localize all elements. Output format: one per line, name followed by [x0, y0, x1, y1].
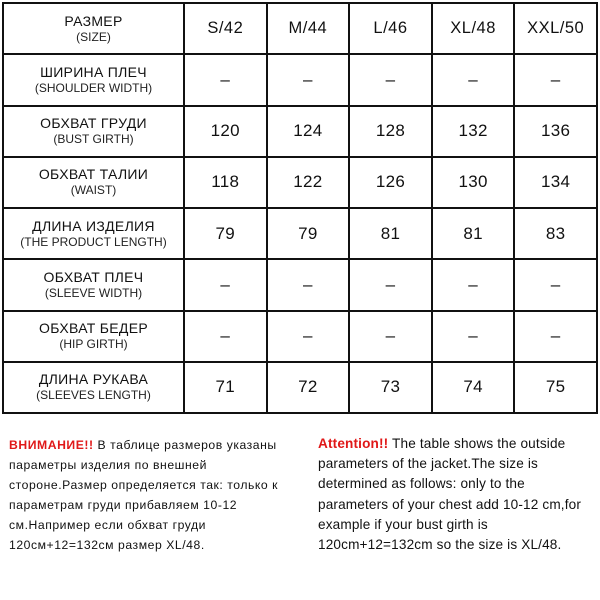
note-text-en: The table shows the outside parameters of the jacket.The size is determined as follows: only to the parameters of your chest add 10-12 cm,for example if your bust girth is 120cm+12=132cm so the size is XL/48. — [318, 436, 582, 553]
value-cell — [514, 106, 597, 157]
value: – — [468, 326, 478, 346]
value: – — [550, 274, 561, 294]
value: – — [220, 274, 231, 294]
size-header-m: M/44 — [288, 19, 328, 38]
value-cell — [267, 362, 350, 413]
size-table — [2, 2, 598, 414]
value-cell — [184, 157, 267, 208]
value: 134 — [541, 172, 571, 192]
value: 83 — [545, 223, 566, 243]
value-cell — [514, 259, 597, 310]
value-cell — [184, 362, 267, 413]
value-cell — [514, 54, 597, 105]
size-header-cell — [267, 3, 350, 54]
value-cell — [267, 157, 350, 208]
value-cell — [349, 106, 432, 157]
value-cell — [432, 362, 515, 413]
value: 81 — [380, 223, 401, 243]
row-label-cell — [3, 362, 184, 413]
row-label-cell — [3, 106, 184, 157]
row-label-en: (WAIST) — [70, 183, 117, 198]
value-cell — [267, 311, 350, 362]
value-cell — [184, 259, 267, 310]
value: – — [303, 69, 313, 89]
header-label-cell — [3, 3, 184, 54]
row-label-ru: ОБХВАТ ТАЛИИ — [38, 166, 149, 183]
value-cell — [349, 259, 432, 310]
row-waist — [3, 157, 597, 208]
row-label-cell — [3, 208, 184, 259]
header-label-ru: РАЗМЕР — [64, 12, 123, 29]
value-cell — [349, 157, 432, 208]
size-header-xl: XL/48 — [450, 19, 496, 38]
value-cell — [432, 311, 515, 362]
value-cell — [349, 311, 432, 362]
value: 124 — [293, 121, 323, 141]
size-header-s: S/42 — [207, 19, 244, 38]
row-label-ru: ОБХВАТ ПЛЕЧ — [43, 268, 144, 285]
size-header-l: L/46 — [373, 19, 408, 38]
row-label-en: (SHOULDER WIDTH) — [34, 80, 153, 95]
value-cell — [184, 208, 267, 259]
row-label-en: (SLEEVE WIDTH) — [44, 285, 143, 300]
row-label-en: (HIP GIRTH) — [59, 337, 128, 352]
row-label-ru: ОБХВАТ БЕДЕР — [39, 320, 148, 337]
value-cell — [349, 208, 432, 259]
row-hip-girth — [3, 311, 597, 362]
value: – — [220, 69, 231, 89]
value-cell — [349, 54, 432, 105]
notes-section — [0, 420, 600, 600]
value: 72 — [298, 377, 318, 397]
value: – — [385, 69, 396, 89]
value-cell — [432, 259, 515, 310]
value: – — [550, 326, 561, 346]
value-cell — [432, 208, 515, 259]
value: 75 — [545, 377, 566, 397]
attention-label-ru: ВНИМАНИЕ!! — [9, 438, 94, 452]
value: 74 — [463, 377, 483, 397]
value-cell — [267, 208, 350, 259]
value: – — [303, 274, 313, 294]
value: 118 — [211, 172, 240, 192]
header-label-en: (SIZE) — [76, 29, 111, 44]
row-label-cell — [3, 54, 184, 105]
row-label-en: (SLEEVES LENGTH) — [36, 388, 151, 403]
value-cell — [267, 54, 350, 105]
value-cell — [514, 208, 597, 259]
value: – — [220, 326, 231, 346]
size-header-cell — [349, 3, 432, 54]
row-sleeves-length — [3, 362, 597, 413]
value-cell — [514, 311, 597, 362]
size-header-xxl: XXL/50 — [527, 19, 585, 38]
size-chart — [2, 2, 596, 414]
value: 132 — [458, 121, 488, 141]
value: 79 — [298, 223, 318, 243]
row-label-cell — [3, 311, 184, 362]
header-row — [3, 3, 597, 54]
note-english — [318, 434, 590, 555]
size-header-cell — [432, 3, 515, 54]
value-cell — [432, 54, 515, 105]
row-shoulder-width — [3, 54, 597, 105]
row-label-cell — [3, 157, 184, 208]
value-cell — [432, 106, 515, 157]
row-label-en: (THE PRODUCT LENGTH) — [20, 234, 167, 249]
size-header-cell — [514, 3, 597, 54]
row-label-ru: ШИРИНА ПЛЕЧ — [40, 63, 147, 80]
value: – — [385, 326, 396, 346]
value: 126 — [375, 172, 406, 192]
value-cell — [267, 259, 350, 310]
value: 79 — [215, 223, 236, 243]
row-product-length — [3, 208, 597, 259]
value-cell — [349, 362, 432, 413]
value-cell — [514, 157, 597, 208]
value: – — [550, 69, 561, 89]
row-label-ru: ДЛИНА РУКАВА — [38, 371, 149, 388]
value-cell — [184, 54, 267, 105]
value: 136 — [541, 121, 571, 141]
row-label-cell — [3, 259, 184, 310]
value-cell — [184, 106, 267, 157]
row-label-ru: ДЛИНА ИЗДЕЛИЯ — [32, 217, 155, 234]
value: 130 — [458, 172, 488, 192]
value-cell — [432, 157, 515, 208]
value: 73 — [380, 377, 401, 397]
value: – — [468, 69, 478, 89]
value: 128 — [375, 121, 406, 141]
value-cell — [267, 106, 350, 157]
value-cell — [184, 311, 267, 362]
note-text-ru: В таблице размеров указаны параметры изделия по внешней стороне.Размер определяется так: только к параметрам груди прибавляем 10-12 см.Например если обхват груди 120см+12=132см размер XL/48. — [9, 438, 279, 552]
row-label-ru: ОБХВАТ ГРУДИ — [40, 115, 147, 132]
value: 71 — [215, 377, 236, 397]
note-russian — [9, 435, 294, 555]
attention-label-en: Attention!! — [318, 436, 389, 451]
value: – — [468, 274, 478, 294]
row-label-en: (BUST GIRTH) — [53, 132, 134, 147]
row-bust-girth — [3, 106, 597, 157]
value: 81 — [463, 223, 483, 243]
value: – — [303, 326, 313, 346]
value-cell — [514, 362, 597, 413]
size-header-cell — [184, 3, 267, 54]
value: 122 — [293, 172, 323, 192]
value: – — [385, 274, 396, 294]
row-sleeve-width — [3, 259, 597, 310]
value: 120 — [210, 121, 240, 141]
